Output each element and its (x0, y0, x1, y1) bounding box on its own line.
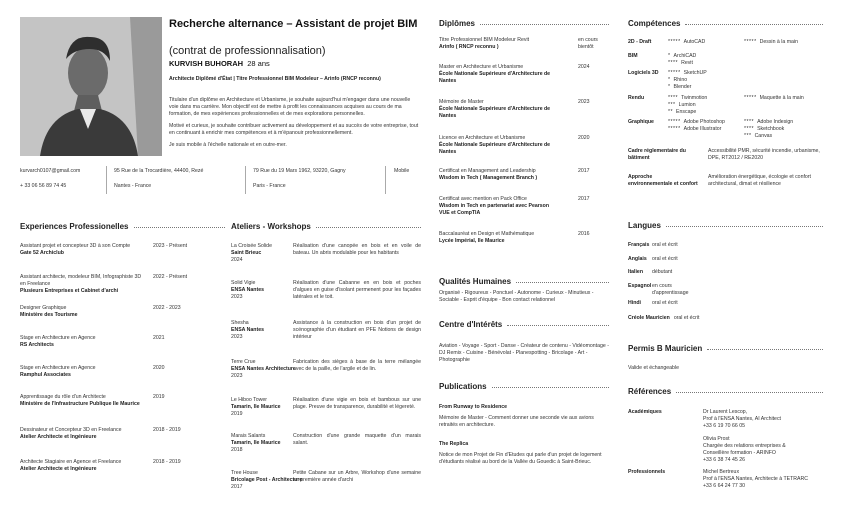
references-list (628, 409, 823, 496)
section-permis: Permis B Mauricien (628, 344, 823, 355)
bio-paragraph: Je suis mobile à l'échelle nationale et en outre-mer. (169, 142, 287, 149)
publication-desc: Notice de mon Projet de Fin d'Etudes qui parle d'un projet de logement d'étudiants réalisé au bord de la Vallée du Gouedic à Saint-Brieuc. (439, 452, 602, 466)
experience-item: Stage en Architecture en Agence Ramphul Associates 2020 (20, 365, 165, 379)
section-ateliers: Ateliers - Workshops (231, 222, 421, 233)
publication-desc: Mémoire de Master - Comment donner une seconde vie aux avions retraités en architecture. (439, 415, 594, 429)
langue-item: Français oral et écrit (628, 242, 678, 248)
section-diplomes: Diplômes (439, 19, 609, 30)
experience-item: Architecte Stagiaire en Agence et Freelance Atelier Architecte et Ingénieure 2018 - 2019 (20, 459, 181, 473)
candidate-name: KURVISH BUHORAH (169, 59, 244, 68)
competence-group: Cadre réglementaire du bâtiment Accessibilité PMR, sécurité incendie, urbanisme, DPE, RT2012 / RE2020 (628, 148, 820, 162)
competence-group: 2D - Draft ***** AutoCAD ***** Dessin à la main (628, 39, 798, 45)
reference-item: Académiques Dr Laurent Lescop, Prof à l'ENSA Nantes, AI Architect +33 6 19 70 66 05 (628, 409, 781, 430)
reference-item: Olivia Prost Chargée des relations entreprises & Conseillère formation - ARINFO +33 6 38 74 45 26 (703, 436, 786, 464)
bio-paragraph: Motivé et curieux, je souhaite contribuer activement au développement et au succès de votre entreprise, tout en continuant à enrichir mes compétences et à m'épanouir professionnellement. (169, 123, 419, 137)
section-qualites: Qualités Humaines (439, 277, 609, 288)
contact-mobility: Mobile (394, 168, 410, 174)
interets-text: Aviation - Voyage - Sport - Danse - Créateur de contenu - Vidéomontage - DJ Remix - Cuisine - Bénévolat - Planespotting - Bricolage - Art - Photographie (439, 343, 609, 364)
bio-paragraph: Titulaire d'un diplôme en Architecture et Urbanisme, je souhaite aujourd'hui m'engager dans une nouvelle voie dans ma carrière. Mon objectif est de mettre à profit les connaissances acquises au cours de ma formation, de mes expériences professionnelles et de mes explorations personnelles. (169, 97, 411, 118)
langue-item: Créole Mauricien oral et écrit (628, 315, 700, 321)
profile-photo (20, 17, 162, 156)
resume-subtitle: (contrat de professionnalisation) (169, 45, 326, 57)
qualites-text: Organisé - Rigoureux - Ponctuel - Autonome - Curieux - Minutieux - Sociable - Esprit d'équipe - Bon contact relationnel (439, 290, 594, 304)
competence-group: Approche environnementale et confort Amélioration énergétique, écologie et confort architectural, dimat et résilience (628, 174, 811, 188)
experience-list (20, 243, 225, 481)
section-references: Références (628, 387, 823, 398)
contact-address-gagny: 79 Rue du 19 Mars 1962, 93220, Gagny (253, 168, 346, 174)
experience-item: Assistant projet et concepteur 3D à son Compte Gate 52 Archiclub 2023 - Présent (20, 243, 188, 257)
competence-group: Rendu **** Twinmotion ***** Maquette à la main *** Lumion ** Enscape (628, 95, 804, 115)
contact-phone[interactable]: + 33 06 56 89 74 45 (20, 183, 67, 189)
experience-item: Stage en Architecture en Agence RS Architects 2021 (20, 335, 165, 349)
reference-item: Professionnels Michel Bertreux Prof à l'ENSA Nantes, Architecte à TETRARC +33 6 64 24 77 30 (628, 469, 808, 490)
publications-list (439, 404, 609, 466)
competences-list (628, 39, 828, 198)
experience-item: Assistant architecte, modeleur BIM, Infographiste 3D en Freelance Plusieurs Entreprises et Cabinet d'archi 2022 - Présent (20, 274, 188, 295)
competence-group: BIM * ArchiCAD **** Revit (628, 53, 697, 66)
contact-city-nantes: Nantes - France (114, 183, 152, 189)
atelier-item: Shesha ENSA Nantes 2023 Assistance à la construction en bois d'un projet de scénographie d'un étudiant en PFE Notions de design intérieur (231, 320, 421, 341)
candidate-name-row (169, 59, 270, 69)
diplome-item: Mémoire de Master École Nationale Supérieure d'Architecture de Nantes 2023 (439, 99, 590, 120)
section-interets: Centre d'Intérêts (439, 320, 609, 331)
competence-group: Graphique ***** Adobe Photoshop **** Adobe Indesign ***** Adobe Illustrator **** Sketchbook *** Canvas (628, 119, 794, 139)
contact-city-paris: Paris - France (253, 183, 286, 189)
contact-email[interactable]: kurvarch0107@gmail.com (20, 168, 81, 174)
candidate-tagline: Architecte Diplômé d'État | Titre Professionnel BIM Modeleur – Arinfo (RNCP reconnu) (169, 76, 381, 82)
diplome-item: Titre Professionnel BIM Modeleur Revit Arinfo ( RNCP reconnu ) en cours bientôt (439, 37, 598, 51)
langue-item: Espagnol en cours d'apprentissage (628, 283, 689, 297)
experience-item: Dessinateur et Concepteur 3D en Freelance Atelier Architecte et Ingénieure 2018 - 2019 (20, 427, 181, 441)
atelier-item: Le Hiboo Tower Tamarin, Ile Maurice 2019 Réalisation d'une vigie en bois et bambous sur une plage. Preuve de transparence, durabilité et légereté. (231, 397, 421, 418)
diplome-item: Licence en Architecture et Urbanisme École Nationale Supérieure d'Architecture de Nantes 2020 (439, 135, 590, 156)
competence-group: Logiciels 3D ***** SketchUP * Rhino * Blender (628, 70, 707, 90)
diplomes-list (439, 37, 609, 261)
experience-item: Designer Graphique Ministère des Tourisme 2022 - 2023 (20, 305, 181, 319)
bio (169, 97, 421, 149)
langues-list (628, 242, 823, 325)
langue-item: Hindi oral et écrit (628, 300, 678, 306)
atelier-item: Solid Vigie ENSA Nantes 2023 Réalisation d'une Cabanne en en bois et poches d'algues en guise d'isolant permenent pour les façades latérales et le toit. (231, 280, 421, 301)
section-publications: Publications (439, 382, 609, 393)
publication-title: From Runway to Residence (439, 404, 508, 410)
ateliers-list (231, 243, 421, 500)
section-competences: Compétences (628, 19, 823, 30)
publication-title: The Replica (439, 441, 469, 448)
diplome-item: Certificat en Management and Leadership Wisdom in Tech ( Management Branch ) 2017 (439, 168, 590, 182)
contact-address-nantes: 95 Rue de la Trocardière, 44400, Rezé (114, 168, 204, 174)
resume-title: Recherche alternance – Assistant de projet BIM (169, 18, 418, 30)
atelier-item: Marais Salants Tamarin, Ile Maurice 2018 Construction d'une grande maquette d'un marais salant. (231, 433, 421, 454)
atelier-item: Terre Crue ENSA Nantes Architecture 2023 Fabrication des sièges à base de la terre mélangée avec de la paille, de l'argile et de lin. (231, 359, 421, 380)
diplome-item: Certificat avec mention en Pack Office Wisdom in Tech en partenariat avec Pearson VUE et CompTIA 2017 (439, 196, 590, 217)
diplome-item: Master en Architecture et Urbanisme École Nationale Supérieure d'Architecture de Nantes 2024 (439, 64, 590, 85)
permis-text: Valide et échangeable (628, 365, 679, 371)
diplome-item: Baccalauréat en Design et Mathématique Lycée Impérial, Ile Maurice 2016 (439, 231, 590, 245)
atelier-item: Tree House Bricolage Post - Architecture 2017 Petite Cabane sur un Arbre, Workshop d'une semaine en première année d'archi (231, 470, 421, 491)
section-langues: Langues (628, 221, 823, 232)
section-experience: Experiences Professionelles (20, 222, 225, 233)
experience-item: Apprentissage du rôle d'un Architecte Ministère de l'Infrastructure Publique Ile Maurice 2019 (20, 394, 165, 408)
candidate-age: 28 ans (247, 59, 270, 68)
atelier-item: La Croisée Solide Saint Brieuc 2024 Réalisation d'une canopée en bois et en voile de bateau. Un abris modulable pour les habitants (231, 243, 421, 264)
langue-item: Italien débutant (628, 269, 673, 275)
langue-item: Anglais oral et écrit (628, 256, 678, 262)
